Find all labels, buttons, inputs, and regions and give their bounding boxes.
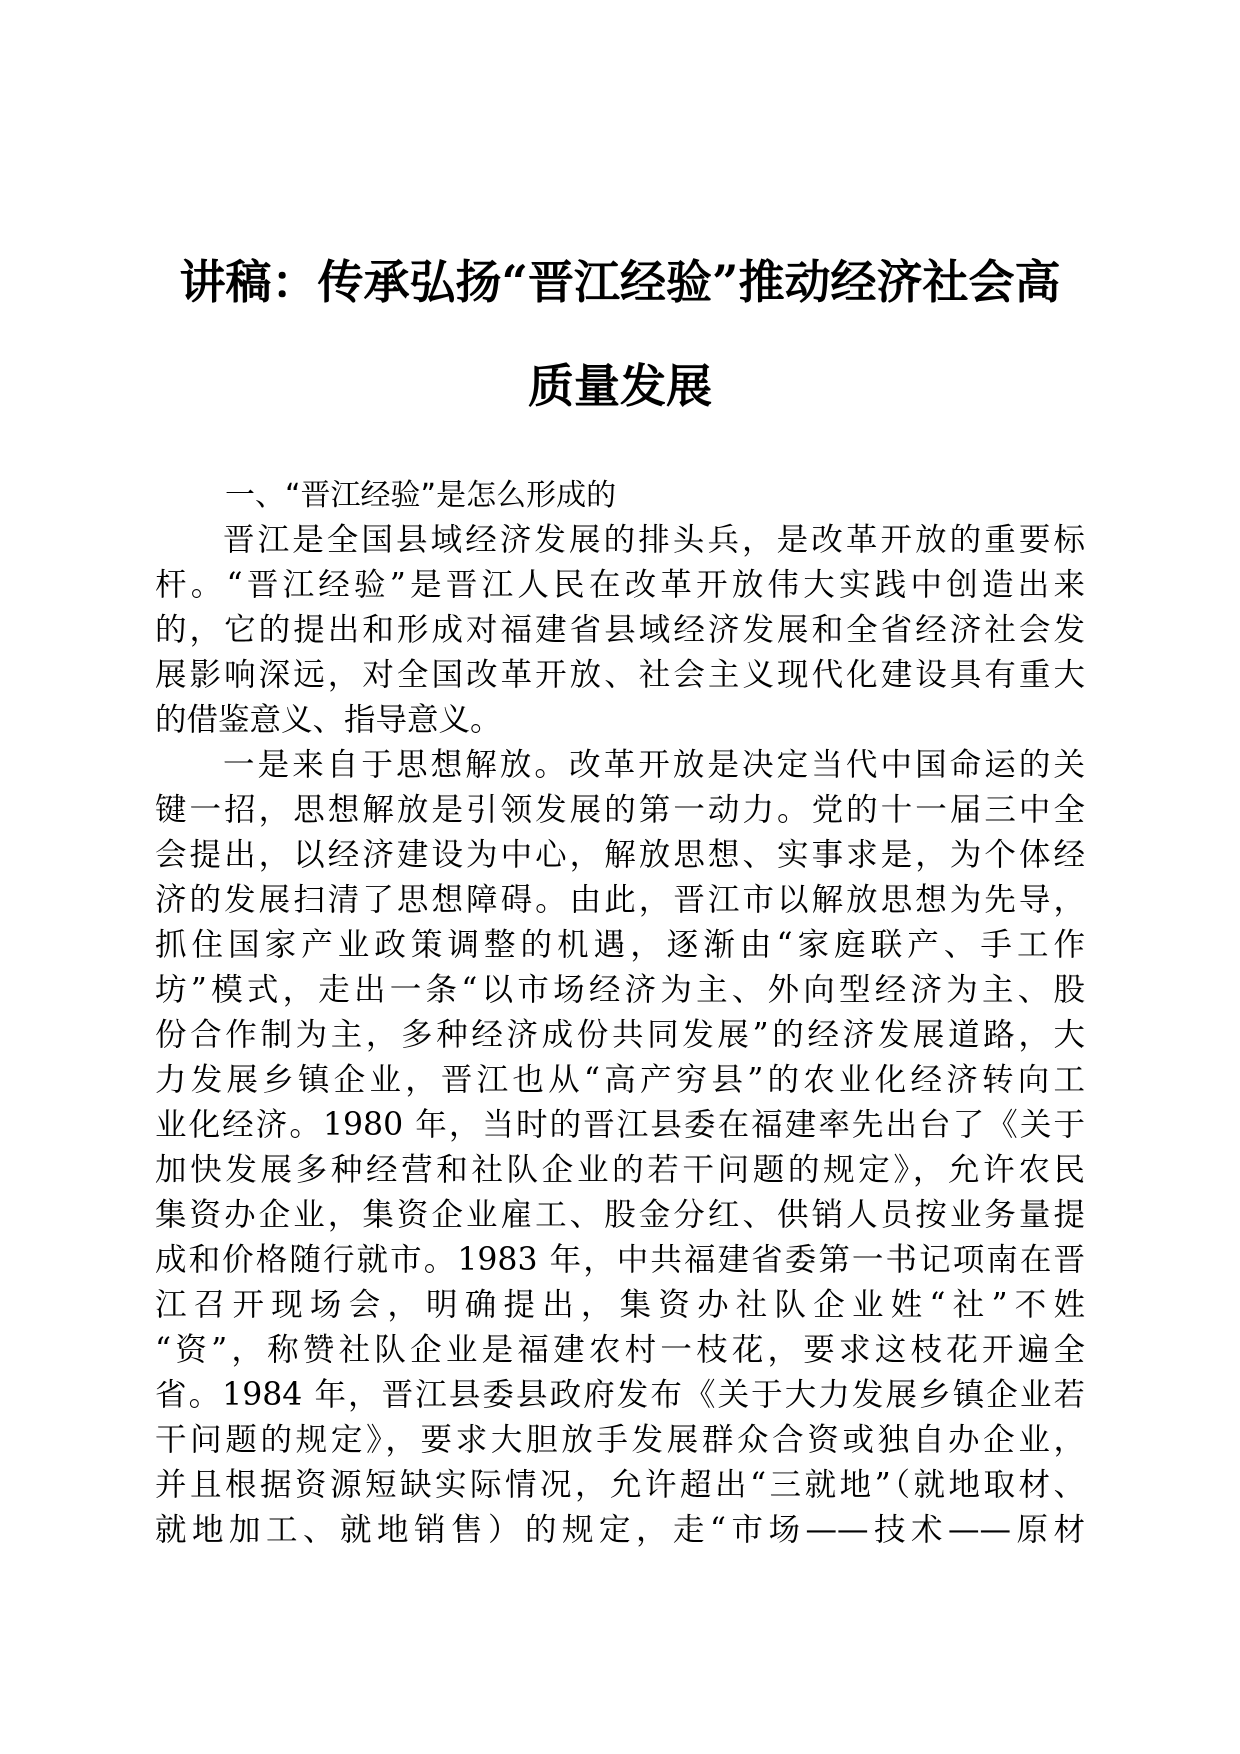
- paragraph-2-line: 会提出，以经济建设为中心，解放思想、实事求是，为个体经: [155, 837, 1085, 873]
- paragraph-2-line: 份合作制为主，多种经济成份共同发展”的经济发展道路，大: [155, 1017, 1085, 1053]
- paragraph-2-line: 干问题的规定》，要求大胆放手发展群众合资或独自办企业，: [155, 1422, 1085, 1458]
- paragraph-2-line: 加快发展多种经营和社队企业的若干问题的规定》，允许农民: [155, 1152, 1085, 1188]
- paragraph-2-line: 抓住国家产业政策调整的机遇，逐渐由“家庭联产、手工作: [155, 927, 1085, 963]
- paragraph-2-line: 键一招，思想解放是引领发展的第一动力。党的十一届三中全: [155, 792, 1085, 828]
- paragraph-1-line: 的，它的提出和形成对福建省县域经济发展和全省经济社会发: [155, 612, 1085, 648]
- document-body: [155, 518, 1085, 1553]
- paragraph-2-line: 省。1984 年，晋江县委县政府发布《关于大力发展乡镇企业若: [155, 1377, 1085, 1413]
- paragraph-2-line: 成和价格随行就市。1983 年，中共福建省委第一书记项南在晋: [155, 1242, 1085, 1278]
- paragraph-2-line: 集资办企业，集资企业雇工、股金分红、供销人员按业务量提: [155, 1197, 1085, 1233]
- paragraph-2-line: 一是来自于思想解放。改革开放是决定当代中国命运的关: [223, 747, 1085, 783]
- paragraph-1-line: 晋江是全国县域经济发展的排头兵，是改革开放的重要标: [223, 522, 1085, 558]
- paragraph-2-line: 江召开现场会，明确提出，集资办社队企业姓“社”不姓: [155, 1287, 1085, 1323]
- document-title: [150, 230, 1090, 438]
- paragraph-1-line: 的借鉴意义、指导意义。: [155, 702, 502, 738]
- paragraph-2-line: 力发展乡镇企业，晋江也从“高产穷县”的农业化经济转向工: [155, 1062, 1085, 1098]
- paragraph-2-line: “资”，称赞社队企业是福建农村一枝花，要求这枝花开遍全: [155, 1332, 1085, 1368]
- paragraph-1-line: 展影响深远，对全国改革开放、社会主义现代化建设具有重大: [155, 657, 1085, 693]
- paragraph-2-line: 并且根据资源短缺实际情况，允许超出“三就地”（就地取材、: [155, 1467, 1085, 1503]
- title-line-1: 讲稿：传承弘扬“晋江经验”推动经济社会高: [179, 255, 1061, 309]
- paragraph-2-line: 坊”模式，走出一条“以市场经济为主、外向型经济为主、股: [155, 972, 1085, 1008]
- paragraph-2-line: 济的发展扫清了思想障碍。由此，晋江市以解放思想为先导，: [155, 882, 1085, 918]
- title-line-2: 质量发展: [528, 359, 712, 413]
- paragraph-1-line: 杆。“晋江经验”是晋江人民在改革开放伟大实践中创造出来: [155, 567, 1085, 603]
- paragraph-2-line: 业化经济。1980 年，当时的晋江县委在福建率先出台了《关于: [155, 1107, 1085, 1143]
- paragraph-2-line: 就地加工、就地销售）的规定，走“市场——技术——原材: [155, 1512, 1085, 1548]
- section-heading: 一、“晋江经验”是怎么形成的: [225, 478, 617, 513]
